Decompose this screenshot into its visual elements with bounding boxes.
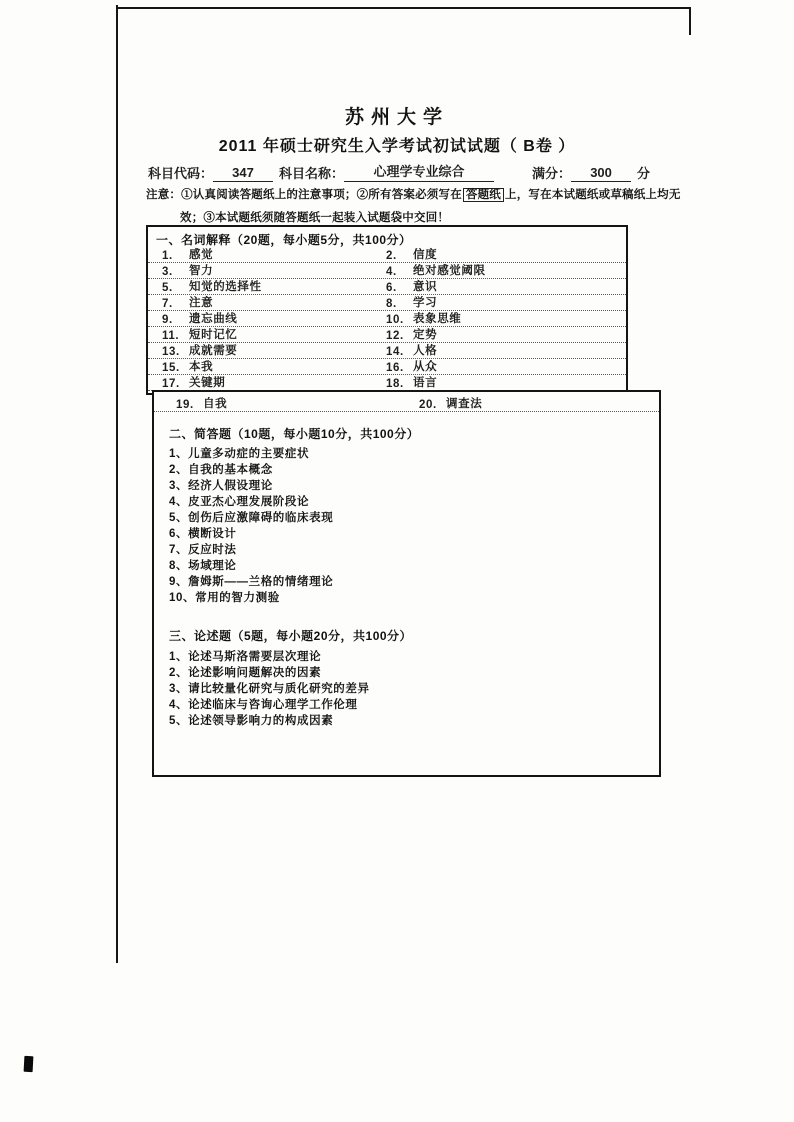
notice-line-1	[146, 186, 681, 202]
term-row	[148, 311, 626, 327]
term-text: 知觉的选择性	[189, 281, 262, 293]
section1-box	[146, 225, 628, 395]
term-number: 9.	[162, 314, 173, 326]
notice-suffix: 上，写在本试题纸或草稿纸上均无	[505, 189, 681, 201]
section2-heading: 二、简答题（10题，每小题10分，共100分）	[169, 427, 420, 441]
exam-title: 2011 年硕士研究生入学考试初试试题（ B卷 ）	[218, 138, 576, 155]
term-number: 12.	[386, 330, 404, 342]
term-number: 11.	[162, 330, 180, 342]
subject-line	[148, 161, 660, 182]
scan-border-right-tick	[689, 7, 691, 35]
term-text: 语言	[413, 377, 438, 389]
term-text: 从众	[413, 361, 438, 373]
term-text: 表象思维	[413, 313, 462, 325]
term-text: 调查法	[446, 398, 483, 410]
term-row	[148, 295, 626, 311]
term-text: 感觉	[189, 249, 214, 261]
short-answer-item: 4、皮亚杰心理发展阶段论	[169, 496, 310, 508]
term-number: 8.	[386, 298, 397, 310]
term-text: 注意	[189, 297, 214, 309]
term-number: 19.	[176, 399, 194, 411]
term-row	[154, 392, 659, 412]
subject-name-value: 心理学专业综合	[344, 161, 494, 182]
subject-name-label: 科目名称：	[279, 166, 345, 181]
term-number: 6.	[386, 282, 397, 294]
term-text: 自我	[203, 398, 228, 410]
term-text: 人格	[413, 345, 438, 357]
section1-heading: 一、名词解释（20题，每小题5分，共100分）	[156, 233, 412, 247]
short-answer-item: 8、场域理论	[169, 560, 237, 572]
short-answer-item: 2、自我的基本概念	[169, 464, 273, 476]
full-score-value: 300	[571, 165, 631, 182]
full-score-label: 满分：	[532, 166, 572, 181]
term-number: 15.	[162, 362, 180, 374]
term-text: 遗忘曲线	[189, 313, 238, 325]
term-number: 17.	[162, 378, 180, 390]
subject-code-label: 科目代码：	[148, 166, 214, 181]
term-text: 智力	[189, 265, 214, 277]
term-number: 18.	[386, 378, 404, 390]
term-row	[148, 327, 626, 343]
short-answer-item: 6、横断设计	[169, 528, 237, 540]
term-text: 本我	[189, 361, 214, 373]
essay-item: 4、论述临床与咨询心理学工作伦理	[169, 699, 358, 711]
section3-heading: 三、论述题（5题，每小题20分，共100分）	[169, 629, 413, 643]
term-row	[148, 343, 626, 359]
term-text: 成就需要	[189, 345, 238, 357]
term-number: 1.	[162, 250, 173, 262]
short-answer-item: 5、创伤后应激障碍的临床表现	[169, 512, 334, 524]
term-number: 5.	[162, 282, 173, 294]
term-text: 意识	[413, 281, 438, 293]
term-row	[148, 359, 626, 375]
short-answer-item: 10、常用的智力测验	[169, 592, 280, 604]
term-text: 学习	[413, 297, 438, 309]
notice-line-2: 效；③本试题纸须随答题纸一起装入试题袋中交回！	[180, 212, 450, 224]
university-title: 苏州大学	[344, 107, 449, 128]
term-text: 定势	[413, 329, 438, 341]
term-text: 短时记忆	[189, 329, 238, 341]
term-number: 10.	[386, 314, 404, 326]
essay-item: 1、论述马斯洛需要层次理论	[169, 651, 322, 663]
full-score-unit: 分	[637, 166, 651, 181]
short-answer-item: 9、詹姆斯——兰格的情绪理论	[169, 576, 334, 588]
term-text: 关键期	[189, 377, 226, 389]
term-row	[148, 279, 626, 295]
term-row	[148, 375, 626, 391]
short-answer-item: 1、儿童多动症的主要症状	[169, 448, 310, 460]
sections-box	[152, 390, 661, 777]
term-text: 信度	[413, 249, 438, 261]
term-number: 16.	[386, 362, 404, 374]
term-number: 14.	[386, 346, 404, 358]
short-answer-item: 3、经济人假设理论	[169, 480, 273, 492]
scan-border-top	[116, 7, 691, 9]
essay-item: 2、论述影响问题解决的因素	[169, 667, 322, 679]
notice-boxed-term: 答题纸	[463, 188, 504, 202]
term-text: 绝对感觉阈限	[413, 265, 486, 277]
term-number: 4.	[386, 266, 397, 278]
term-row	[148, 263, 626, 279]
subject-code-value: 347	[213, 165, 273, 182]
term-number: 3.	[162, 266, 173, 278]
essay-item: 5、论述领导影响力的构成因素	[169, 715, 334, 727]
term-number: 20.	[419, 399, 437, 411]
short-answer-item: 7、反应时法	[169, 544, 237, 556]
notice-prefix: 注意：①认真阅读答题纸上的注意事项；②所有答案必须写在	[146, 189, 462, 201]
term-number: 7.	[162, 298, 173, 310]
scan-ink-blob	[24, 1056, 34, 1072]
term-number: 13.	[162, 346, 180, 358]
term-row	[148, 247, 626, 263]
essay-item: 3、请比较量化研究与质化研究的差异	[169, 683, 370, 695]
term-number: 2.	[386, 250, 397, 262]
